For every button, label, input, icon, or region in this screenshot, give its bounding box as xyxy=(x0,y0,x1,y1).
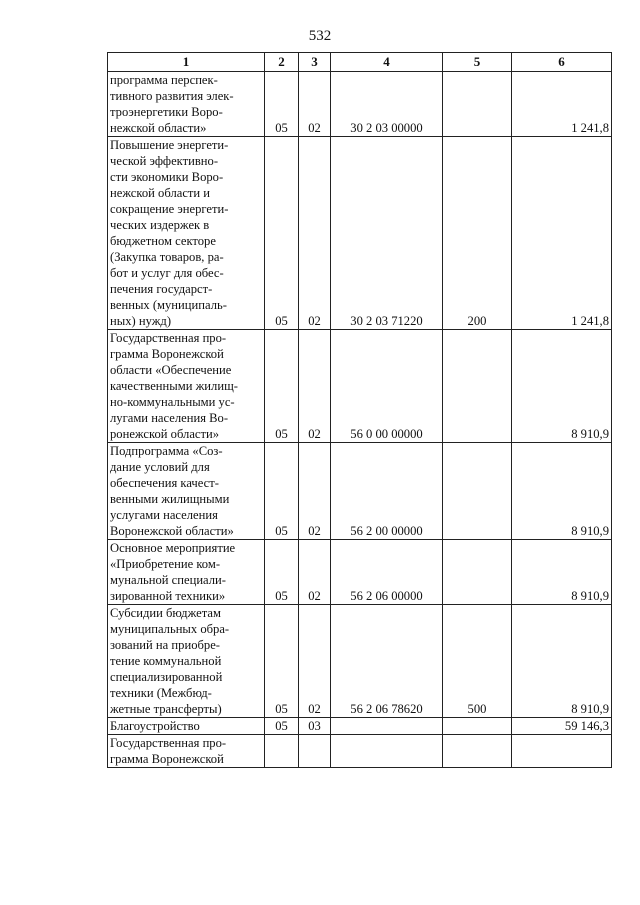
cell-name xyxy=(108,137,265,330)
cell-name-line: специализированной xyxy=(110,670,223,684)
cell-expense-type xyxy=(443,540,512,605)
cell-target-article: 56 2 00 00000 xyxy=(331,443,443,540)
cell-name-line: нежской области и xyxy=(110,186,211,200)
cell-target-article: 30 2 03 00000 xyxy=(331,72,443,137)
cell-subsection: 02 xyxy=(299,72,331,137)
cell-name-line: Воронежской области» xyxy=(110,524,234,538)
cell-name-line: венными жилищными xyxy=(110,492,230,506)
cell-target-article: 30 2 03 71220 xyxy=(331,137,443,330)
cell-name-line: техники (Межбюд- xyxy=(110,686,212,700)
cell-name-line: троэнергетики Воро- xyxy=(110,105,223,119)
cell-name-line: ческой эффективно- xyxy=(110,154,219,168)
cell-amount: 8 910,9 xyxy=(512,443,612,540)
cell-amount: 8 910,9 xyxy=(512,605,612,718)
cell-name-line: венных (муниципаль- xyxy=(110,298,227,312)
cell-expense-type xyxy=(443,735,512,768)
header-col-6: 6 xyxy=(512,53,612,72)
header-col-2: 2 xyxy=(265,53,299,72)
cell-name-line: Подпрограмма «Соз- xyxy=(110,444,223,458)
cell-amount: 1 241,8 xyxy=(512,137,612,330)
table-row xyxy=(108,72,612,137)
header-col-3: 3 xyxy=(299,53,331,72)
cell-name xyxy=(108,330,265,443)
table-row xyxy=(108,605,612,718)
cell-name-line: Основное мероприятие xyxy=(110,541,236,555)
table-row xyxy=(108,718,612,735)
cell-section: 05 xyxy=(265,540,299,605)
cell-subsection: 02 xyxy=(299,605,331,718)
page-number: 532 xyxy=(308,28,332,44)
cell-target-article xyxy=(331,735,443,768)
cell-name xyxy=(108,443,265,540)
table-header-row xyxy=(108,53,612,72)
cell-name-line: услугами населения xyxy=(110,508,218,522)
cell-name xyxy=(108,72,265,137)
cell-expense-type xyxy=(443,718,512,735)
cell-amount xyxy=(512,735,612,768)
budget-table xyxy=(107,52,612,768)
cell-name-line: зований на приобре- xyxy=(110,638,220,652)
cell-name-line: сти экономики Воро- xyxy=(110,170,224,184)
cell-name-line: Государственная про- xyxy=(110,331,227,345)
table-body xyxy=(108,72,612,768)
cell-name-line: тение коммунальной xyxy=(110,654,222,668)
cell-name-line: (Закупка товаров, ра- xyxy=(110,250,224,264)
cell-amount: 8 910,9 xyxy=(512,330,612,443)
cell-name-line: бот и услуг для обес- xyxy=(110,266,224,280)
cell-name-line: лугами населения Во- xyxy=(110,411,229,425)
cell-name-line: нежской области» xyxy=(110,121,207,135)
table-row xyxy=(108,330,612,443)
cell-target-article: 56 2 06 78620 xyxy=(331,605,443,718)
cell-section: 05 xyxy=(265,605,299,718)
header-col-1: 1 xyxy=(108,53,265,72)
cell-subsection: 02 xyxy=(299,330,331,443)
cell-expense-type xyxy=(443,330,512,443)
cell-name-line: Повышение энергети- xyxy=(110,138,229,152)
cell-name-line: жетные трансферты) xyxy=(110,702,222,716)
cell-name-line: сокращение энергети- xyxy=(110,202,229,216)
cell-name-line: Благоустройство xyxy=(110,719,200,733)
cell-name-line: тивного развития элек- xyxy=(110,89,234,103)
cell-section: 05 xyxy=(265,718,299,735)
cell-name-line: ных) нужд) xyxy=(110,314,172,328)
cell-name-line: муниципальных обра- xyxy=(110,622,230,636)
cell-subsection: 02 xyxy=(299,443,331,540)
cell-name xyxy=(108,540,265,605)
cell-section: 05 xyxy=(265,72,299,137)
cell-amount: 1 241,8 xyxy=(512,72,612,137)
cell-name xyxy=(108,718,265,735)
cell-amount: 8 910,9 xyxy=(512,540,612,605)
cell-subsection: 02 xyxy=(299,137,331,330)
cell-target-article: 56 2 06 00000 xyxy=(331,540,443,605)
cell-name-line: области «Обеспечение xyxy=(110,363,232,377)
cell-amount: 59 146,3 xyxy=(512,718,612,735)
header-col-4: 4 xyxy=(331,53,443,72)
cell-name-line: обеспечения качест- xyxy=(110,476,219,490)
cell-name-line: зированной техники» xyxy=(110,589,226,603)
cell-name-line: Государственная про- xyxy=(110,736,227,750)
cell-name-line: но-коммунальными ус- xyxy=(110,395,235,409)
cell-name-line: бюджетном секторе xyxy=(110,234,216,248)
cell-name-line: «Приобретение ком- xyxy=(110,557,221,571)
cell-name-line: качественными жилищ- xyxy=(110,379,238,393)
table-row xyxy=(108,443,612,540)
cell-target-article: 56 0 00 00000 xyxy=(331,330,443,443)
cell-name-line: печения государст- xyxy=(110,282,213,296)
cell-name-line: Субсидии бюджетам xyxy=(110,606,221,620)
cell-section: 05 xyxy=(265,137,299,330)
cell-subsection xyxy=(299,735,331,768)
cell-name-line: программа перспек- xyxy=(110,73,218,87)
header-col-5: 5 xyxy=(443,53,512,72)
cell-expense-type: 200 xyxy=(443,137,512,330)
cell-section xyxy=(265,735,299,768)
cell-target-article xyxy=(331,718,443,735)
cell-name-line: грамма Воронежской xyxy=(110,347,224,361)
table-row xyxy=(108,137,612,330)
cell-expense-type xyxy=(443,443,512,540)
cell-subsection: 02 xyxy=(299,540,331,605)
table-row xyxy=(108,735,612,768)
cell-section: 05 xyxy=(265,330,299,443)
cell-name xyxy=(108,605,265,718)
cell-name-line: дание условий для xyxy=(110,460,210,474)
cell-name-line: ронежской области» xyxy=(110,427,220,441)
cell-name-line: грамма Воронежской xyxy=(110,752,224,766)
cell-name-line: ческих издержек в xyxy=(110,218,210,232)
cell-expense-type: 500 xyxy=(443,605,512,718)
cell-subsection: 03 xyxy=(299,718,331,735)
table-row xyxy=(108,540,612,605)
cell-name xyxy=(108,735,265,768)
cell-expense-type xyxy=(443,72,512,137)
cell-section: 05 xyxy=(265,443,299,540)
cell-name-line: мунальной специали- xyxy=(110,573,226,587)
